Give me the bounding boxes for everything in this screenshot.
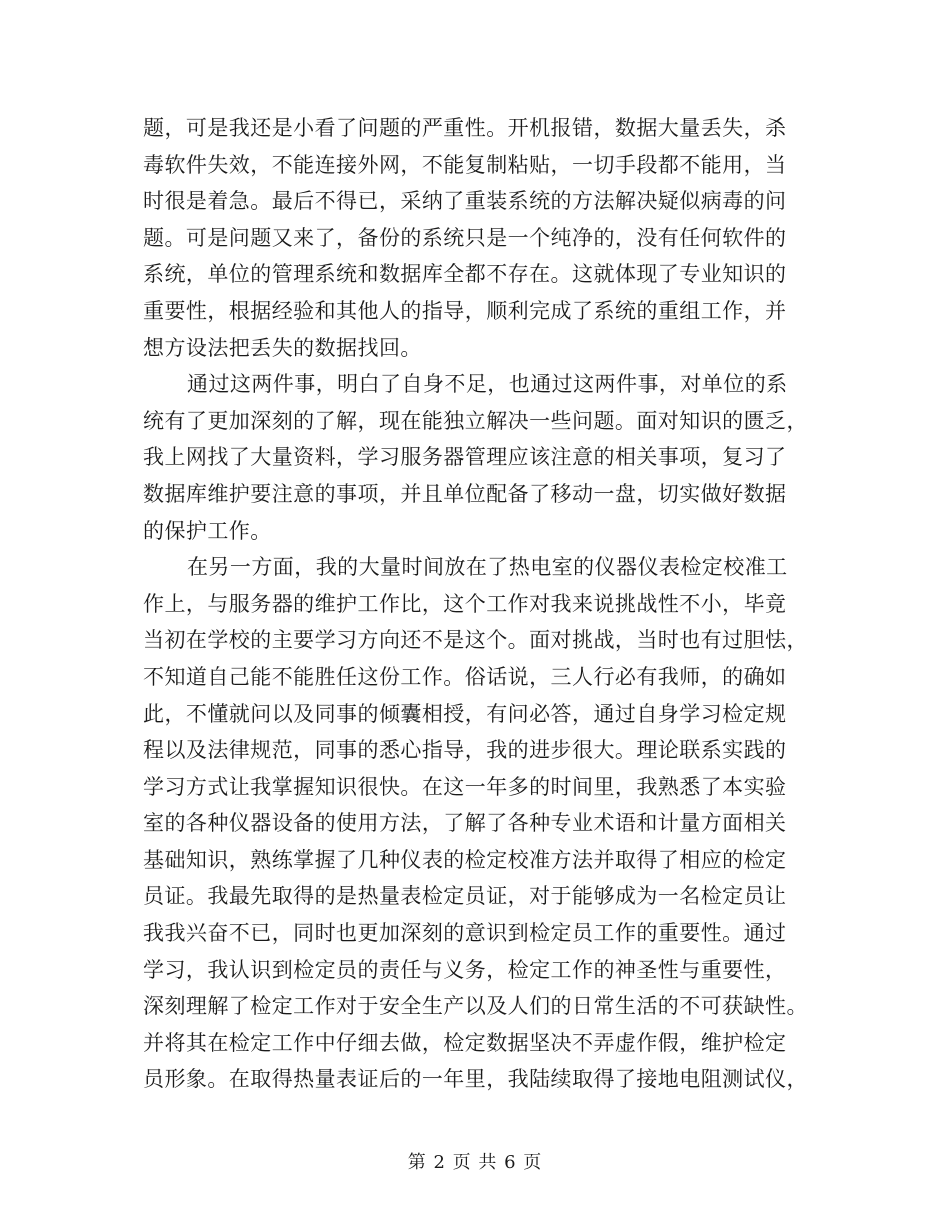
text-line: 员形象。在取得热量表证后的一年里，我陆续取得了接地电阻测试仪，	[143, 1067, 808, 1092]
text-line: 想方设法把丢失的数据找回。	[143, 335, 422, 360]
text-line: 基础知识，熟练掌握了几种仪表的检定校准方法并取得了相应的检定	[143, 847, 787, 872]
text-line: 深刻理解了检定工作对于安全生产以及人们的日常生活的不可获缺性。	[143, 994, 808, 1019]
text-line: 我上网找了大量资料，学习服务器管理应该注意的相关事项，复习了	[143, 445, 787, 470]
text-line: 毒软件失效，不能连接外网，不能复制粘贴，一切手段都不能用，当	[143, 152, 787, 177]
document-body	[143, 110, 811, 1098]
text-line: 并将其在检定工作中仔细去做，检定数据坚决不弄虚作假，维护检定	[143, 1030, 787, 1055]
text-line: 学习，我认识到检定员的责任与义务，检定工作的神圣性与重要性，	[143, 957, 787, 982]
text-line: 在另一方面，我的大量时间放在了热电室的仪器仪表检定校准工	[187, 555, 788, 580]
text-line: 程以及法律规范，同事的悉心指导，我的进步很大。理论联系实践的	[143, 738, 787, 763]
text-line: 员证。我最先取得的是热量表检定员证，对于能够成为一名检定员让	[143, 884, 787, 909]
text-line: 统有了更加深刻的了解，现在能独立解决一些问题。面对知识的匮乏，	[143, 408, 808, 433]
paragraph	[143, 110, 811, 366]
text-line: 的保护工作。	[143, 518, 272, 543]
text-line: 通过这两件事，明白了自身不足，也通过这两件事，对单位的系	[187, 372, 788, 397]
text-line: 当初在学校的主要学习方向还不是这个。面对挑战，当时也有过胆怯，	[143, 628, 808, 653]
text-line: 时很是着急。最后不得已，采纳了重装系统的方法解决疑似病毒的问	[143, 189, 787, 214]
text-line: 重要性，根据经验和其他人的指导，顺利完成了系统的重组工作，并	[143, 298, 787, 323]
text-line: 不知道自己能不能胜任这份工作。俗话说，三人行必有我师，的确如	[143, 664, 787, 689]
text-line: 学习方式让我掌握知识很快。在这一年多的时间里，我熟悉了本实验	[143, 774, 787, 799]
text-line: 此，不懂就问以及同事的倾囊相授，有问必答，通过自身学习检定规	[143, 701, 787, 726]
text-line: 系统，单位的管理系统和数据库全都不存在。这就体现了专业知识的	[143, 262, 787, 287]
text-line: 室的各种仪器设备的使用方法，了解了各种专业术语和计量方面相关	[143, 811, 787, 836]
text-line: 数据库维护要注意的事项，并且单位配备了移动一盘，切实做好数据	[143, 481, 787, 506]
text-line: 作上，与服务器的维护工作比，这个工作对我来说挑战性不小，毕竟	[143, 591, 787, 616]
text-line: 题。可是问题又来了，备份的系统只是一个纯净的，没有任何软件的	[143, 225, 787, 250]
text-line: 我我兴奋不已，同时也更加深刻的意识到检定员工作的重要性。通过	[143, 921, 787, 946]
text-line: 题，可是我还是小看了问题的严重性。开机报错，数据大量丢失，杀	[143, 116, 787, 140]
paragraph	[143, 366, 811, 549]
paragraph	[143, 549, 811, 1098]
page-number-footer: 第 2 页 共 6 页	[407, 1152, 543, 1173]
